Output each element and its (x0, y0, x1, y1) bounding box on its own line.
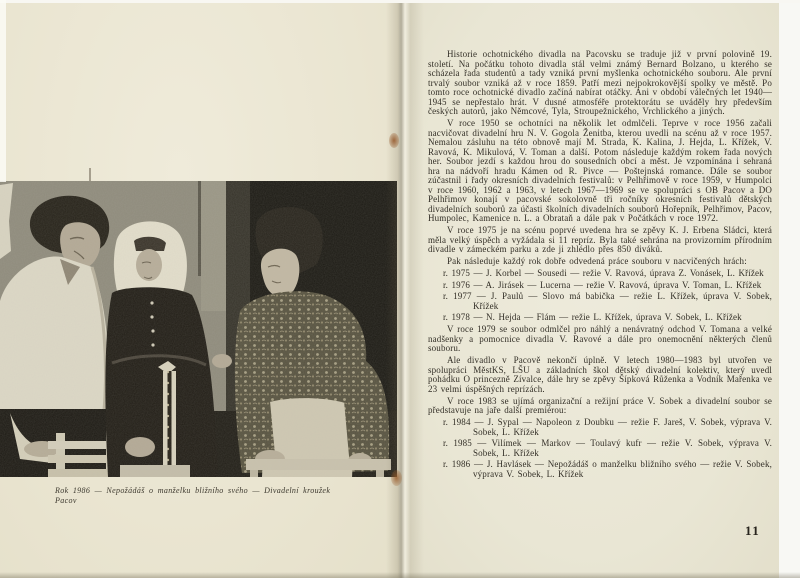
plays-list-1984-1986 (428, 418, 772, 479)
book-gutter-shadow (386, 0, 424, 578)
theatre-photograph (0, 181, 397, 477)
foxing-stain-top (389, 133, 399, 148)
scan-edge-top (0, 0, 800, 3)
play-item-1978: r. 1978 — N. Hejda — Flám — režie L. Křížek, úprava V. Sobek, L. Křížek (443, 312, 742, 322)
paragraph-1975-sladci: V roce 1975 je na scénu poprvé uvedena hra se zpěvy K. J. Erbena Sládci, která měla velký úspěch a vyžádala si 11 repríz. Byla také sehrána na provizorním přírodním divadle v zámeckém parku a zde ji zhlédlo přes 850 diváků. (428, 225, 772, 254)
paragraph-history: Historie ochotnického divadla na Pacovsku se traduje již v první polovině 19. století. Na počátku tohoto divadla stál velmi známý Bernard Bolzano, u kterého se scházela řada studentů a tady vzniká první myšlenka ochotnického souboru. Ale první trvalý soubor vzniká až v roce 1859. Patří mezi nejpokrokovější spolky ve městě. Po tomto roce ochotnické divadlo začíná nabírat otáčky. Ani v období válečných let 1940—1945 se nepřestalo hrát. V dusné atmosféře protektorátu se uváděly hry především českých autorů, jako Němcové, Tyla, Stroupežnického, Vrchlického a jiných. (428, 49, 772, 116)
play-item-1985: r. 1985 — Vilímek — Markov — Toulavý kufr — režie V. Sobek, výprava V. Sobek, L. Křížek (443, 438, 772, 458)
scan-edge-bottom (0, 572, 800, 578)
photo-illustration (0, 181, 397, 477)
foxing-stain-bottom (391, 470, 402, 486)
paragraph-1983-sobek: V roce 1983 se ujímá organizační a režijní práce V. Sobek a divadelní soubor se představuje na jaře další premiérou: (428, 395, 772, 415)
play-item-1976: r. 1976 — A. Jirásek — Lucerna — režie V. Ravová, úprava V. Toman, L. Křížek (443, 279, 762, 290)
paragraph-1979-pause: V roce 1979 se soubor odmlčel pro náhlý a nenávratný odchod V. Tomana a velké nadšenky a pomocnice divadla V. Ravové a dále pro onemocnění některých členů souboru. (428, 324, 772, 353)
photo-caption-line-2: Pacov (55, 496, 77, 505)
plays-list-1975-1978 (428, 269, 772, 323)
paragraph-1950s-revival: V roce 1950 se ochotníci na několik let odmlčeli. Teprve v roce 1956 začali nacvičovat divadelní hru N. V. Gogola Ženitba, kterou uvedli na scénu až v roce 1957. Nemalou zásluhu na této obnově mají M. Strada, K. Kalina, J. Hejda, L. Křížek, V. Ravová, K. Mikulová, V. Toman a další. Potom následuje každým rokem řada nových her. Soubor jezdí s každou hrou do sousedních obcí a měst. Je vzpomínána i sehraná hra na nádvoří hradu Kámen od R. Pivce — Poštejnská romance. Dále se soubor zúčastnil i řady okresních divadelních festivalů: v Pelhřimově v roce 1959, v Humpolci v roce 1960, 1962 a 1963, v letech 1967—1969 se ve spolupráci s OB Pacov a DO Pelhřimov konají v pacovské sokolovně tři ročníky okresních festivalů dětských divadelních souborů za účasti školních divadelních souborů Hořepník, Pelhřimov, Pacov, Humpolec, Kamenice n. L. a Obrataň a dále pak v Počátkách v roce 1972. (428, 118, 772, 223)
scan-edge-right (779, 0, 800, 578)
body-text-column (428, 50, 772, 482)
scan-edge-left (0, 0, 6, 182)
play-item-1984: r. 1984 — J. Sypal — Napoleon z Doubku — režie F. Jareš, V. Sobek, výprava V. Sobek, L. Křížek (443, 417, 772, 437)
play-item-1986: r. 1986 — J. Havlásek — Nepožádáš o manželku bližního svého — režie V. Sobek, výprava V. Sobek, L. Křížek (443, 459, 772, 479)
photo-grain-overlay (0, 181, 397, 477)
play-item-1977: r. 1977 — J. Paulů — Slovo má babička — režie L. Křížek, úprava V. Sobek, Křížek (443, 291, 772, 311)
photo-caption (55, 486, 375, 506)
paragraph-plays-intro: Pak následuje každý rok dobře odvedená práce souboru v nacvičených hrách: (447, 256, 747, 266)
page-number: 11 (745, 523, 761, 538)
crease-mark (89, 168, 91, 181)
photo-caption-line-1: Rok 1986 — Nepožádáš o manželku bližního svého — Divadelní kroužek (55, 486, 331, 495)
play-item-1975: r. 1975 — J. Korbel — Sousedi — režie V. Ravová, úprava Z. Vonásek, L. Křížek (443, 268, 764, 278)
paragraph-children-theatre: Ale divadlo v Pacově nekončí úplně. V letech 1980—1983 byl utvořen ve spolupráci MěstKS, LŠU a základních škol dětský divadelní kolektiv, který uvedl pohádku O princezně Zívalce, dále hry se zpěvy Šípková Růženka a Vodník Mařenka ve 23 velmi úspěšných reprízách. (428, 355, 772, 394)
